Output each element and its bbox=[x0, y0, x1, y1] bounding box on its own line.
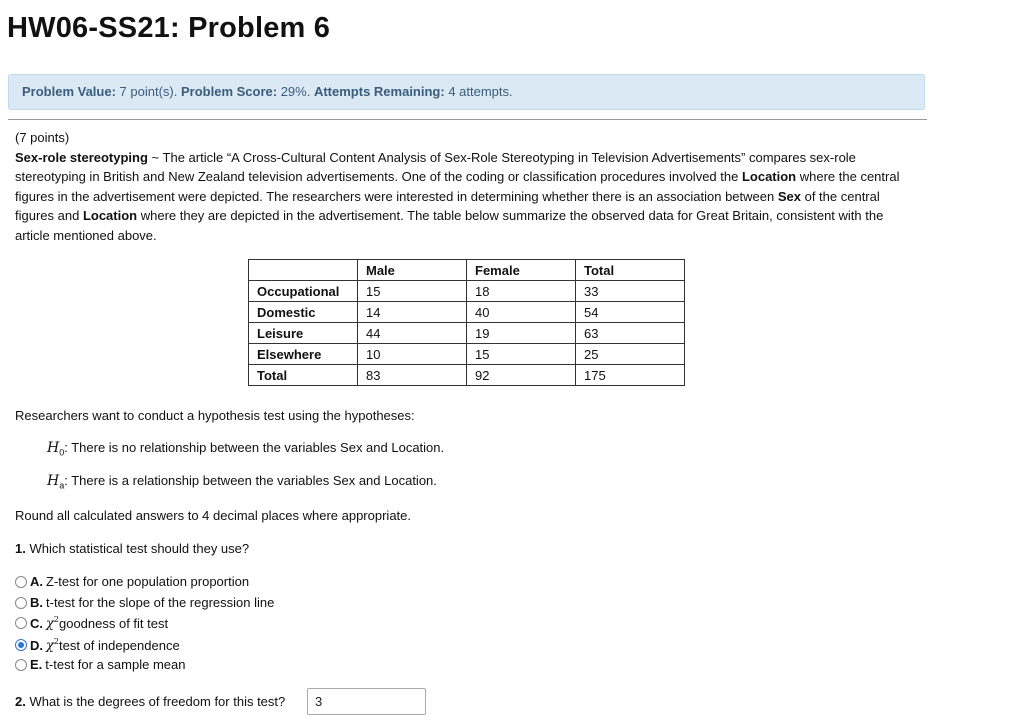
option-letter: C. bbox=[30, 615, 43, 631]
degrees-of-freedom-input[interactable]: 3 bbox=[307, 688, 426, 715]
table-row bbox=[249, 344, 685, 365]
attempts-label: Attempts Remaining: bbox=[313, 84, 445, 99]
table-cell: 19 bbox=[467, 323, 576, 344]
table-row bbox=[249, 365, 685, 386]
hypotheses-intro: Researchers want to conduct a hypothesis test using the hypotheses: bbox=[15, 408, 415, 423]
row-label: Elsewhere bbox=[249, 344, 358, 365]
keyword-sex: Sex bbox=[777, 188, 801, 204]
table-cell: 83 bbox=[358, 365, 467, 386]
table-cell: 54 bbox=[576, 302, 685, 323]
option-a[interactable] bbox=[15, 574, 249, 589]
keyword-location: Location bbox=[741, 169, 797, 184]
table-cell: 175 bbox=[576, 365, 685, 386]
problem-score: 29%. bbox=[280, 84, 311, 99]
table-header bbox=[249, 260, 358, 281]
body-text-2: where the central figures in the advertisement were depicted. The researchers were interested in determining whether there is an association between bbox=[15, 169, 900, 204]
option-e[interactable] bbox=[15, 657, 185, 672]
problem-value: 7 point(s). bbox=[119, 84, 178, 99]
h0-subscript: 0 bbox=[59, 447, 65, 458]
body-text-4: where they are depicted in the advertisement. The table below summarize the observed data for Great Britain, consistent with the article mentioned above. bbox=[15, 208, 884, 243]
question-1-number: 1. bbox=[15, 541, 26, 556]
option-text: test of independence bbox=[58, 637, 180, 653]
option-letter: A. bbox=[30, 574, 43, 589]
question-2 bbox=[15, 694, 285, 709]
observed-data-table bbox=[248, 259, 685, 386]
chi-letter: χ bbox=[46, 638, 54, 654]
option-b[interactable] bbox=[15, 595, 274, 610]
option-text: Z-test for one population proportion bbox=[46, 574, 250, 589]
row-label: Total bbox=[249, 365, 358, 386]
question-1-text: Which statistical test should they use? bbox=[25, 541, 250, 556]
table-cell: 63 bbox=[576, 323, 685, 344]
problem-body bbox=[15, 148, 910, 246]
question-1 bbox=[15, 541, 249, 556]
chi-symbol bbox=[46, 615, 59, 631]
table-header-row bbox=[249, 260, 685, 281]
row-label: Leisure bbox=[249, 323, 358, 344]
page-title: HW06-SS21: Problem 6 bbox=[7, 12, 331, 44]
null-hypothesis bbox=[47, 440, 444, 458]
problem-info-banner bbox=[8, 74, 925, 110]
radio-option-a[interactable] bbox=[15, 576, 27, 588]
problem-statement bbox=[15, 128, 910, 245]
table-row bbox=[249, 323, 685, 344]
rounding-note: Round all calculated answers to 4 decimal places where appropriate. bbox=[15, 508, 411, 523]
option-text: goodness of fit test bbox=[58, 615, 169, 631]
topic-heading: Sex-role stereotyping bbox=[15, 149, 148, 165]
table-cell: 92 bbox=[467, 365, 576, 386]
question-2-text: What is the degrees of freedom for this test? bbox=[25, 694, 286, 709]
divider bbox=[8, 119, 927, 120]
chi-superscript: 2 bbox=[53, 615, 59, 624]
ha-symbol: H bbox=[47, 473, 60, 489]
table-cell: 15 bbox=[358, 281, 467, 302]
table-header: Female bbox=[467, 260, 576, 281]
table-cell: 25 bbox=[576, 344, 685, 365]
radio-option-d[interactable] bbox=[15, 639, 27, 651]
chi-superscript: 2 bbox=[53, 637, 59, 646]
table-cell: 33 bbox=[576, 281, 685, 302]
row-label: Occupational bbox=[249, 281, 358, 302]
radio-option-c[interactable] bbox=[15, 617, 27, 629]
table-cell: 40 bbox=[467, 302, 576, 323]
alternative-hypothesis bbox=[47, 473, 437, 491]
problem-score-label: Problem Score: bbox=[180, 84, 278, 99]
option-letter: E. bbox=[30, 657, 43, 672]
chi-letter: χ bbox=[46, 616, 54, 632]
keyword-location: Location bbox=[82, 208, 138, 223]
table-cell: 10 bbox=[358, 344, 467, 365]
ha-text: : There is a relationship between the variables Sex and Location. bbox=[64, 473, 437, 488]
table-cell: 15 bbox=[467, 344, 576, 365]
body-text-3: of the central figures and bbox=[15, 188, 880, 223]
table-row bbox=[249, 281, 685, 302]
table-cell: 44 bbox=[358, 323, 467, 344]
problem-value-label: Problem Value: bbox=[22, 84, 116, 99]
ha-subscript: a bbox=[59, 480, 65, 491]
attempts-remaining: 4 attempts. bbox=[448, 84, 513, 99]
table-header: Total bbox=[576, 260, 685, 281]
table-header: Male bbox=[358, 260, 467, 281]
option-text: t-test for the slope of the regression line bbox=[46, 595, 275, 610]
h0-symbol: H bbox=[47, 440, 60, 456]
option-text: t-test for a sample mean bbox=[45, 657, 186, 672]
body-text-1: ~ The article “A Cross-Cultural Content Analysis of Sex-Role Stereotyping in Television Advertisements” compares sex-role stereotyping in British and New Zealand television advertisements. One of the coding or classification procedures involved the bbox=[15, 149, 856, 184]
row-label: Domestic bbox=[249, 302, 358, 323]
h0-text: : There is no relationship between the variables Sex and Location. bbox=[64, 440, 445, 455]
table-cell: 18 bbox=[467, 281, 576, 302]
option-letter: D. bbox=[30, 637, 43, 653]
table-row bbox=[249, 302, 685, 323]
table-cell: 14 bbox=[358, 302, 467, 323]
option-d[interactable] bbox=[15, 637, 180, 653]
option-letter: B. bbox=[30, 595, 43, 610]
radio-option-e[interactable] bbox=[15, 659, 27, 671]
option-c[interactable] bbox=[15, 615, 168, 631]
chi-symbol bbox=[46, 637, 59, 653]
radio-option-b[interactable] bbox=[15, 597, 27, 609]
points-label: (7 points) bbox=[15, 130, 70, 145]
question-2-number: 2. bbox=[15, 694, 26, 709]
